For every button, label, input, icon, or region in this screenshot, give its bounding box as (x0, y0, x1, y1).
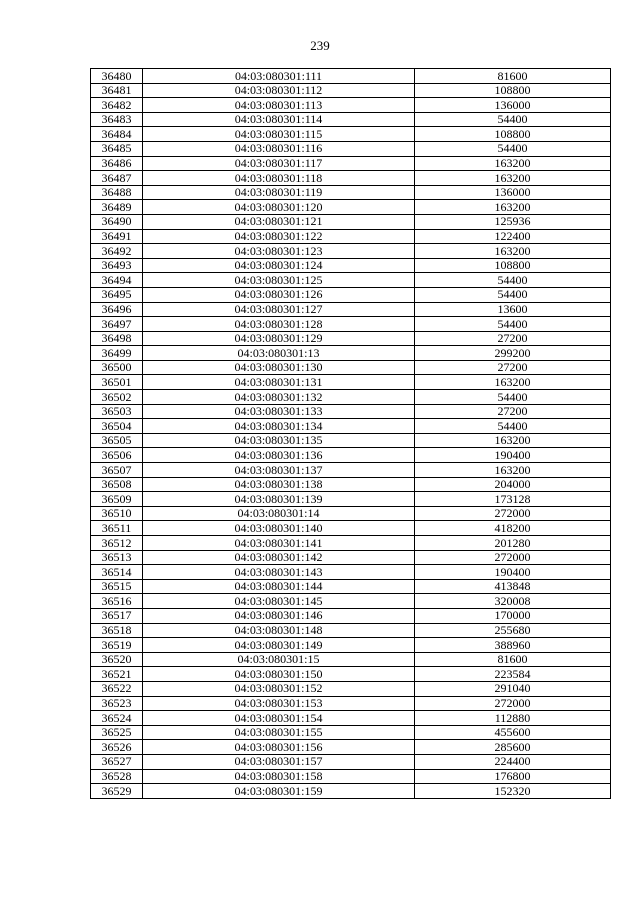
cadastral-number-cell: 04:03:080301:124 (143, 258, 415, 273)
table-row (91, 433, 611, 448)
value-cell: 54400 (415, 273, 611, 288)
value-cell: 136000 (415, 185, 611, 200)
table-row (91, 185, 611, 200)
table-row (91, 521, 611, 536)
table-row (91, 681, 611, 696)
cadastral-number-cell: 04:03:080301:134 (143, 419, 415, 434)
table-row (91, 711, 611, 726)
cadastral-number-cell: 04:03:080301:118 (143, 171, 415, 186)
table-row (91, 229, 611, 244)
value-cell: 173128 (415, 492, 611, 507)
row-number-cell: 36491 (91, 229, 143, 244)
cadastral-number-cell: 04:03:080301:14 (143, 506, 415, 521)
value-cell: 299200 (415, 346, 611, 361)
row-number-cell: 36509 (91, 492, 143, 507)
cadastral-number-cell: 04:03:080301:145 (143, 594, 415, 609)
cadastral-number-cell: 04:03:080301:115 (143, 127, 415, 142)
table-row (91, 214, 611, 229)
cadastral-number-cell: 04:03:080301:136 (143, 448, 415, 463)
table-row (91, 331, 611, 346)
table-row (91, 346, 611, 361)
cadastral-number-cell: 04:03:080301:139 (143, 492, 415, 507)
value-cell: 163200 (415, 171, 611, 186)
cadastral-number-cell: 04:03:080301:140 (143, 521, 415, 536)
cadastral-number-cell: 04:03:080301:117 (143, 156, 415, 171)
cadastral-number-cell: 04:03:080301:120 (143, 200, 415, 215)
cadastral-number-cell: 04:03:080301:143 (143, 565, 415, 580)
cadastral-number-cell: 04:03:080301:125 (143, 273, 415, 288)
cadastral-number-cell: 04:03:080301:111 (143, 69, 415, 84)
row-number-cell: 36523 (91, 696, 143, 711)
cadastral-number-cell: 04:03:080301:113 (143, 98, 415, 113)
row-number-cell: 36521 (91, 667, 143, 682)
value-cell: 272000 (415, 550, 611, 565)
row-number-cell: 36493 (91, 258, 143, 273)
table-row (91, 127, 611, 142)
value-cell: 413848 (415, 579, 611, 594)
value-cell: 108800 (415, 83, 611, 98)
value-cell: 190400 (415, 448, 611, 463)
table-row (91, 141, 611, 156)
value-cell: 163200 (415, 200, 611, 215)
table-row (91, 769, 611, 784)
value-cell: 272000 (415, 506, 611, 521)
cadastral-number-cell: 04:03:080301:129 (143, 331, 415, 346)
row-number-cell: 36499 (91, 346, 143, 361)
value-cell: 163200 (415, 433, 611, 448)
cadastral-number-cell: 04:03:080301:15 (143, 652, 415, 667)
table-row (91, 258, 611, 273)
row-number-cell: 36528 (91, 769, 143, 784)
registry-table-body (91, 69, 611, 799)
table-row (91, 287, 611, 302)
value-cell: 176800 (415, 769, 611, 784)
value-cell: 112880 (415, 711, 611, 726)
row-number-cell: 36525 (91, 725, 143, 740)
value-cell: 54400 (415, 317, 611, 332)
table-row (91, 740, 611, 755)
table-row (91, 565, 611, 580)
cadastral-number-cell: 04:03:080301:114 (143, 112, 415, 127)
table-row (91, 754, 611, 769)
value-cell: 54400 (415, 287, 611, 302)
cadastral-number-cell: 04:03:080301:128 (143, 317, 415, 332)
row-number-cell: 36510 (91, 506, 143, 521)
table-row (91, 448, 611, 463)
value-cell: 455600 (415, 725, 611, 740)
table-row (91, 623, 611, 638)
value-cell: 54400 (415, 141, 611, 156)
value-cell: 163200 (415, 463, 611, 478)
table-row (91, 696, 611, 711)
cadastral-number-cell: 04:03:080301:142 (143, 550, 415, 565)
row-number-cell: 36529 (91, 784, 143, 799)
row-number-cell: 36512 (91, 536, 143, 551)
value-cell: 54400 (415, 419, 611, 434)
table-row (91, 273, 611, 288)
cadastral-number-cell: 04:03:080301:141 (143, 536, 415, 551)
row-number-cell: 36519 (91, 638, 143, 653)
cadastral-number-cell: 04:03:080301:152 (143, 681, 415, 696)
table-row (91, 652, 611, 667)
row-number-cell: 36506 (91, 448, 143, 463)
value-cell: 125936 (415, 214, 611, 229)
value-cell: 108800 (415, 127, 611, 142)
row-number-cell: 36494 (91, 273, 143, 288)
value-cell: 190400 (415, 565, 611, 580)
cadastral-number-cell: 04:03:080301:121 (143, 214, 415, 229)
cadastral-number-cell: 04:03:080301:149 (143, 638, 415, 653)
value-cell: 163200 (415, 375, 611, 390)
table-row (91, 638, 611, 653)
table-row (91, 419, 611, 434)
row-number-cell: 36495 (91, 287, 143, 302)
value-cell: 163200 (415, 156, 611, 171)
value-cell: 122400 (415, 229, 611, 244)
row-number-cell: 36527 (91, 754, 143, 769)
row-number-cell: 36517 (91, 608, 143, 623)
row-number-cell: 36520 (91, 652, 143, 667)
cadastral-number-cell: 04:03:080301:132 (143, 390, 415, 405)
table-row (91, 83, 611, 98)
value-cell: 320008 (415, 594, 611, 609)
table-row (91, 550, 611, 565)
cadastral-number-cell: 04:03:080301:137 (143, 463, 415, 478)
cadastral-number-cell: 04:03:080301:13 (143, 346, 415, 361)
value-cell: 163200 (415, 244, 611, 259)
table-row (91, 390, 611, 405)
value-cell: 224400 (415, 754, 611, 769)
value-cell: 170000 (415, 608, 611, 623)
cadastral-number-cell: 04:03:080301:123 (143, 244, 415, 259)
table-row (91, 360, 611, 375)
cadastral-number-cell: 04:03:080301:159 (143, 784, 415, 799)
value-cell: 201280 (415, 536, 611, 551)
row-number-cell: 36526 (91, 740, 143, 755)
row-number-cell: 36496 (91, 302, 143, 317)
table-row (91, 98, 611, 113)
cadastral-number-cell: 04:03:080301:138 (143, 477, 415, 492)
value-cell: 152320 (415, 784, 611, 799)
row-number-cell: 36518 (91, 623, 143, 638)
table-row (91, 404, 611, 419)
table-row (91, 69, 611, 84)
cadastral-number-cell: 04:03:080301:133 (143, 404, 415, 419)
row-number-cell: 36516 (91, 594, 143, 609)
cadastral-number-cell: 04:03:080301:122 (143, 229, 415, 244)
table-row (91, 477, 611, 492)
cadastral-number-cell: 04:03:080301:116 (143, 141, 415, 156)
table-row (91, 536, 611, 551)
row-number-cell: 36484 (91, 127, 143, 142)
row-number-cell: 36507 (91, 463, 143, 478)
row-number-cell: 36489 (91, 200, 143, 215)
value-cell: 54400 (415, 112, 611, 127)
row-number-cell: 36486 (91, 156, 143, 171)
row-number-cell: 36504 (91, 419, 143, 434)
cadastral-number-cell: 04:03:080301:119 (143, 185, 415, 200)
cadastral-number-cell: 04:03:080301:135 (143, 433, 415, 448)
value-cell: 81600 (415, 652, 611, 667)
row-number-cell: 36480 (91, 69, 143, 84)
registry-table (90, 68, 611, 799)
value-cell: 388960 (415, 638, 611, 653)
cadastral-number-cell: 04:03:080301:158 (143, 769, 415, 784)
row-number-cell: 36497 (91, 317, 143, 332)
row-number-cell: 36492 (91, 244, 143, 259)
value-cell: 291040 (415, 681, 611, 696)
cadastral-number-cell: 04:03:080301:127 (143, 302, 415, 317)
page-number: 239 (310, 38, 330, 53)
cadastral-number-cell: 04:03:080301:130 (143, 360, 415, 375)
table-row (91, 317, 611, 332)
table-row (91, 302, 611, 317)
row-number-cell: 36524 (91, 711, 143, 726)
value-cell: 136000 (415, 98, 611, 113)
row-number-cell: 36508 (91, 477, 143, 492)
row-number-cell: 36498 (91, 331, 143, 346)
value-cell: 418200 (415, 521, 611, 536)
value-cell: 223584 (415, 667, 611, 682)
cadastral-number-cell: 04:03:080301:146 (143, 608, 415, 623)
value-cell: 27200 (415, 331, 611, 346)
value-cell: 54400 (415, 390, 611, 405)
value-cell: 81600 (415, 69, 611, 84)
row-number-cell: 36503 (91, 404, 143, 419)
value-cell: 13600 (415, 302, 611, 317)
row-number-cell: 36502 (91, 390, 143, 405)
table-row (91, 594, 611, 609)
value-cell: 272000 (415, 696, 611, 711)
table-row (91, 579, 611, 594)
cadastral-number-cell: 04:03:080301:131 (143, 375, 415, 390)
row-number-cell: 36482 (91, 98, 143, 113)
table-row (91, 171, 611, 186)
value-cell: 108800 (415, 258, 611, 273)
value-cell: 27200 (415, 404, 611, 419)
row-number-cell: 36487 (91, 171, 143, 186)
table-row (91, 375, 611, 390)
table-row (91, 608, 611, 623)
value-cell: 255680 (415, 623, 611, 638)
row-number-cell: 36514 (91, 565, 143, 580)
value-cell: 285600 (415, 740, 611, 755)
table-row (91, 667, 611, 682)
table-row (91, 784, 611, 799)
row-number-cell: 36485 (91, 141, 143, 156)
cadastral-number-cell: 04:03:080301:154 (143, 711, 415, 726)
row-number-cell: 36501 (91, 375, 143, 390)
table-row (91, 156, 611, 171)
row-number-cell: 36483 (91, 112, 143, 127)
table-row (91, 492, 611, 507)
cadastral-number-cell: 04:03:080301:156 (143, 740, 415, 755)
table-row (91, 200, 611, 215)
value-cell: 27200 (415, 360, 611, 375)
table-row (91, 244, 611, 259)
row-number-cell: 36513 (91, 550, 143, 565)
row-number-cell: 36500 (91, 360, 143, 375)
table-row (91, 463, 611, 478)
table-row (91, 112, 611, 127)
cadastral-number-cell: 04:03:080301:155 (143, 725, 415, 740)
table-row (91, 725, 611, 740)
cadastral-number-cell: 04:03:080301:112 (143, 83, 415, 98)
row-number-cell: 36511 (91, 521, 143, 536)
row-number-cell: 36522 (91, 681, 143, 696)
row-number-cell: 36490 (91, 214, 143, 229)
row-number-cell: 36505 (91, 433, 143, 448)
cadastral-number-cell: 04:03:080301:150 (143, 667, 415, 682)
table-row (91, 506, 611, 521)
row-number-cell: 36488 (91, 185, 143, 200)
row-number-cell: 36481 (91, 83, 143, 98)
row-number-cell: 36515 (91, 579, 143, 594)
cadastral-number-cell: 04:03:080301:144 (143, 579, 415, 594)
cadastral-number-cell: 04:03:080301:148 (143, 623, 415, 638)
cadastral-number-cell: 04:03:080301:157 (143, 754, 415, 769)
value-cell: 204000 (415, 477, 611, 492)
cadastral-number-cell: 04:03:080301:126 (143, 287, 415, 302)
cadastral-number-cell: 04:03:080301:153 (143, 696, 415, 711)
